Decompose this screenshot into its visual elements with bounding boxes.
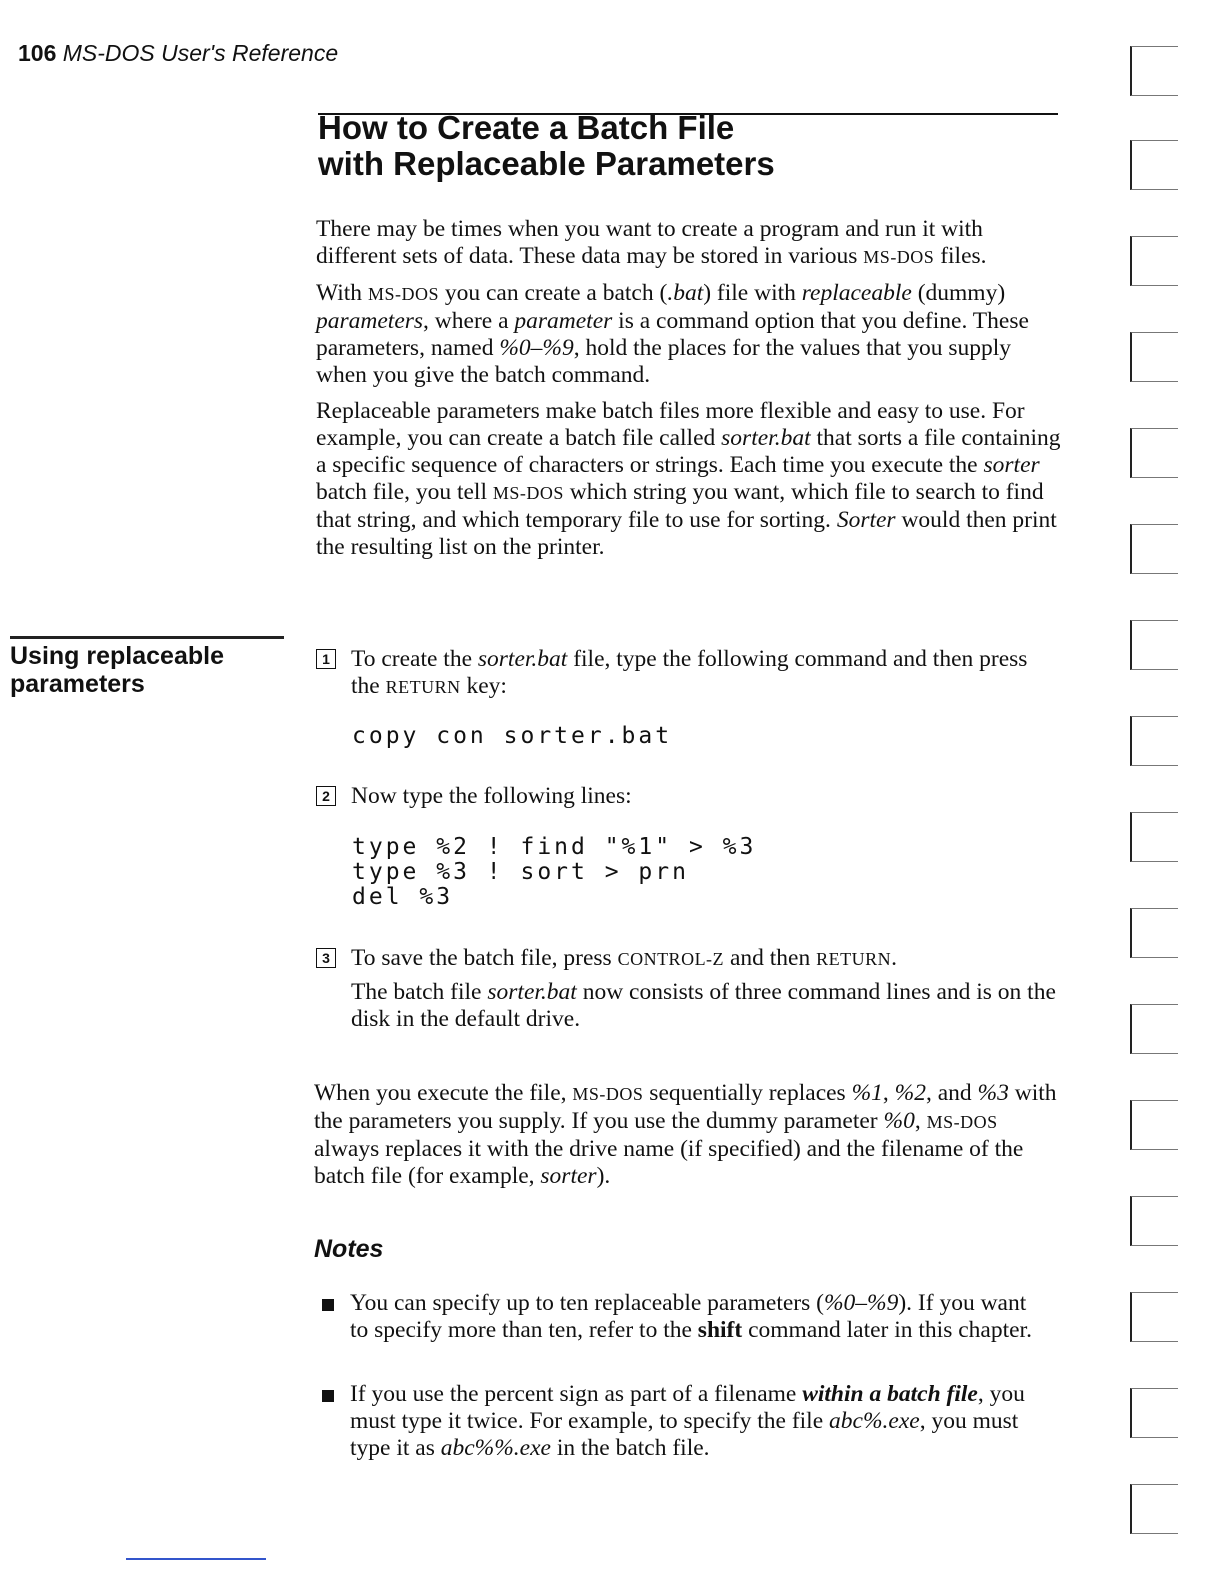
bullet-icon [322, 1299, 334, 1311]
step-number: 1 [316, 649, 336, 669]
code-block-1: copy con sorter.bat [352, 723, 673, 749]
edge-tab [1130, 46, 1178, 96]
sidebar-heading: Using replaceable parameters [10, 642, 224, 698]
note-1: You can specify up to ten replaceable parameters (%0–%9). If you want to specify more than ten, refer to the shift command later in this chapter. [322, 1290, 1047, 1344]
footer-rule [126, 1558, 266, 1560]
edge-tab [1130, 716, 1178, 766]
step-1: 1 To create the sorter.bat file, type the following command and then press the RETURN key: [316, 646, 1061, 701]
step-3: 3 To save the batch file, press CONTROL-Z and then RETURN. The batch file sorter.bat now consists of three command lines and is on the disk in the default drive. [316, 945, 1061, 1033]
paragraph-1: There may be times when you want to create a program and run it with different sets of data. These data may be stored in various MS-DOS files. [316, 216, 987, 269]
edge-tab [1130, 908, 1178, 958]
page-title: How to Create a Batch File with Replaceable Parameters [318, 109, 775, 182]
note-2: If you use the percent sign as part of a filename within a batch file, you must type it twice. For example, to specify the file abc%.exe, you must type it as abc%%.exe in the batch file. [322, 1381, 1047, 1462]
edge-tab [1130, 428, 1178, 478]
edge-tab [1130, 1196, 1178, 1246]
edge-tab [1130, 1388, 1178, 1438]
sidebar-rule [10, 636, 284, 639]
edge-tab [1130, 332, 1178, 382]
step-number: 3 [316, 948, 336, 968]
edge-tab [1130, 620, 1178, 670]
edge-tab [1130, 236, 1178, 286]
book-title: MS-DOS User's Reference [62, 40, 339, 66]
page-number: 106 [18, 40, 57, 66]
step-2: 2 Now type the following lines: [316, 783, 1061, 810]
edge-tab [1130, 1004, 1178, 1054]
edge-tab [1130, 1292, 1178, 1342]
edge-tab [1130, 524, 1178, 574]
paragraph-2: With MS-DOS you can create a batch (.bat) file with replaceable (dummy) parameters, where a parameter is a command option that you define. These parameters, named %0–%9, hold the places for the values that you supply when you give the batch command. [316, 280, 1029, 388]
edge-tab [1130, 812, 1178, 862]
edge-tab [1130, 1100, 1178, 1150]
notes-heading: Notes [314, 1235, 384, 1263]
after-paragraph: When you execute the file, MS-DOS sequentially replaces %1, %2, and %3 with the parameters you supply. If you use the dummy parameter %0, MS-DOS always replaces it with the drive name (if specified) and the filename of the batch file (for example, sorter). [314, 1080, 1057, 1189]
page-header [18, 40, 338, 67]
edge-tab [1130, 1484, 1178, 1534]
intro-text [316, 216, 1061, 570]
step-number: 2 [316, 786, 336, 806]
edge-tab [1130, 140, 1178, 190]
bullet-icon [322, 1390, 334, 1402]
paragraph-3: Replaceable parameters make batch files more flexible and easy to use. For example, you can create a batch file called sorter.bat that sorts a file containing a specific sequence of characters or strings. Each time you execute the sorter batch file, you tell MS-DOS which string you want, which file to search to find that string, and which temporary file to use for sorting. Sorter would then print the resulting list on the printer. [316, 398, 1061, 560]
code-block-2: type %2 ! find "%1" > %3 type %3 ! sort > prn del %3 [352, 834, 757, 910]
